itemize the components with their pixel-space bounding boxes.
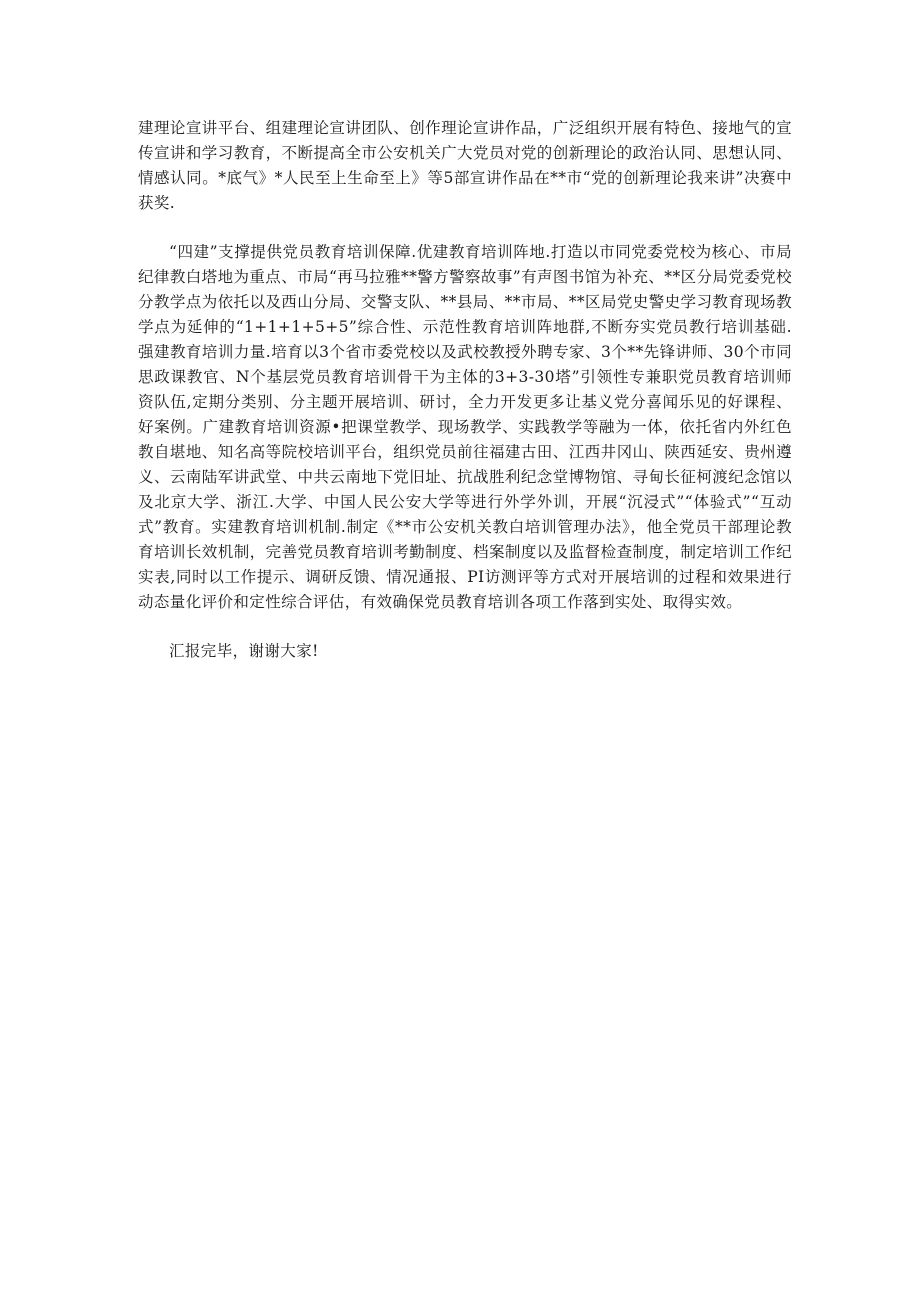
document-body bbox=[138, 116, 792, 664]
paragraph-propaganda-works: 建理论宣讲平台、组建理论宣讲团队、创作理论宣讲作品，广泛组织开展有特色、接地气的宣传宣讲和学习教育，不断提高全市公安机关广大党员对党的创新理论的政治认同、思想认同、情感认同。*底气》*人民至上生命至上》等5部宣讲作品在**市“党的创新理论我来讲”决赛中获奖. bbox=[138, 119, 792, 212]
paragraph-training-support: “四建”支撑提供党员教育培训保障.优建教育培训阵地.打造以市同党委党校为核心、市局纪律教白塔地为重点、市局“再马拉雅**警方警察故事”有声图书馆为补充、**区分局党委党校分教学点为依托以及西山分局、交警支队、**县局、**市局、**区局党史警史学习教育现场教学点为延伸的“1+1+1+5+5”综合性、示范性教育培训阵地群,不断夯实党员教行培训基础.强建教育培训力量.培育以3个省市委党校以及武校教授外聘专家、3个**先锋讲师、30个市同思政课教官、N个基层党员教育培训骨干为主体的3+3-30塔”引领性专兼职党员教育培训师资队伍,定期分类别、分主题开展培训、研讨，全力开发更多让基义党分喜闻乐见的好课程、好案例。广建教育培训资源•把课堂教学、现场教学、实践教学等融为一体，依托省内外红色教自堪地、知名高等院校培训平台，组织党员前往福建古田、江西井冈山、陕西延安、贵州遵义、云南陆军讲武堂、中共云南地下党旧址、抗战胜利纪念堂博物馆、寻甸长征柯渡纪念馆以及北京大学、浙江.大学、中国人民公安大学等进行外学外训，开展“沉浸式”“体验式”“互动式”教育。实建教育培训机制.制定《**市公安机关教白培训管理办法》，他全党员干部理论教育培训长效机制，完善党员教育培训考勤制度、档案制度以及监督检查制度，制定培训工作纪实表,同时以工作提示、调研反馈、情况通报、PI访测评等方式对开展培训的过程和效果进行动态量化评价和定性综合评估，有效确保党员教育培训各项工作落到实处、取得实效。 bbox=[138, 243, 792, 611]
paragraph-closing: 汇报完毕，谢谢大家! bbox=[169, 642, 319, 660]
